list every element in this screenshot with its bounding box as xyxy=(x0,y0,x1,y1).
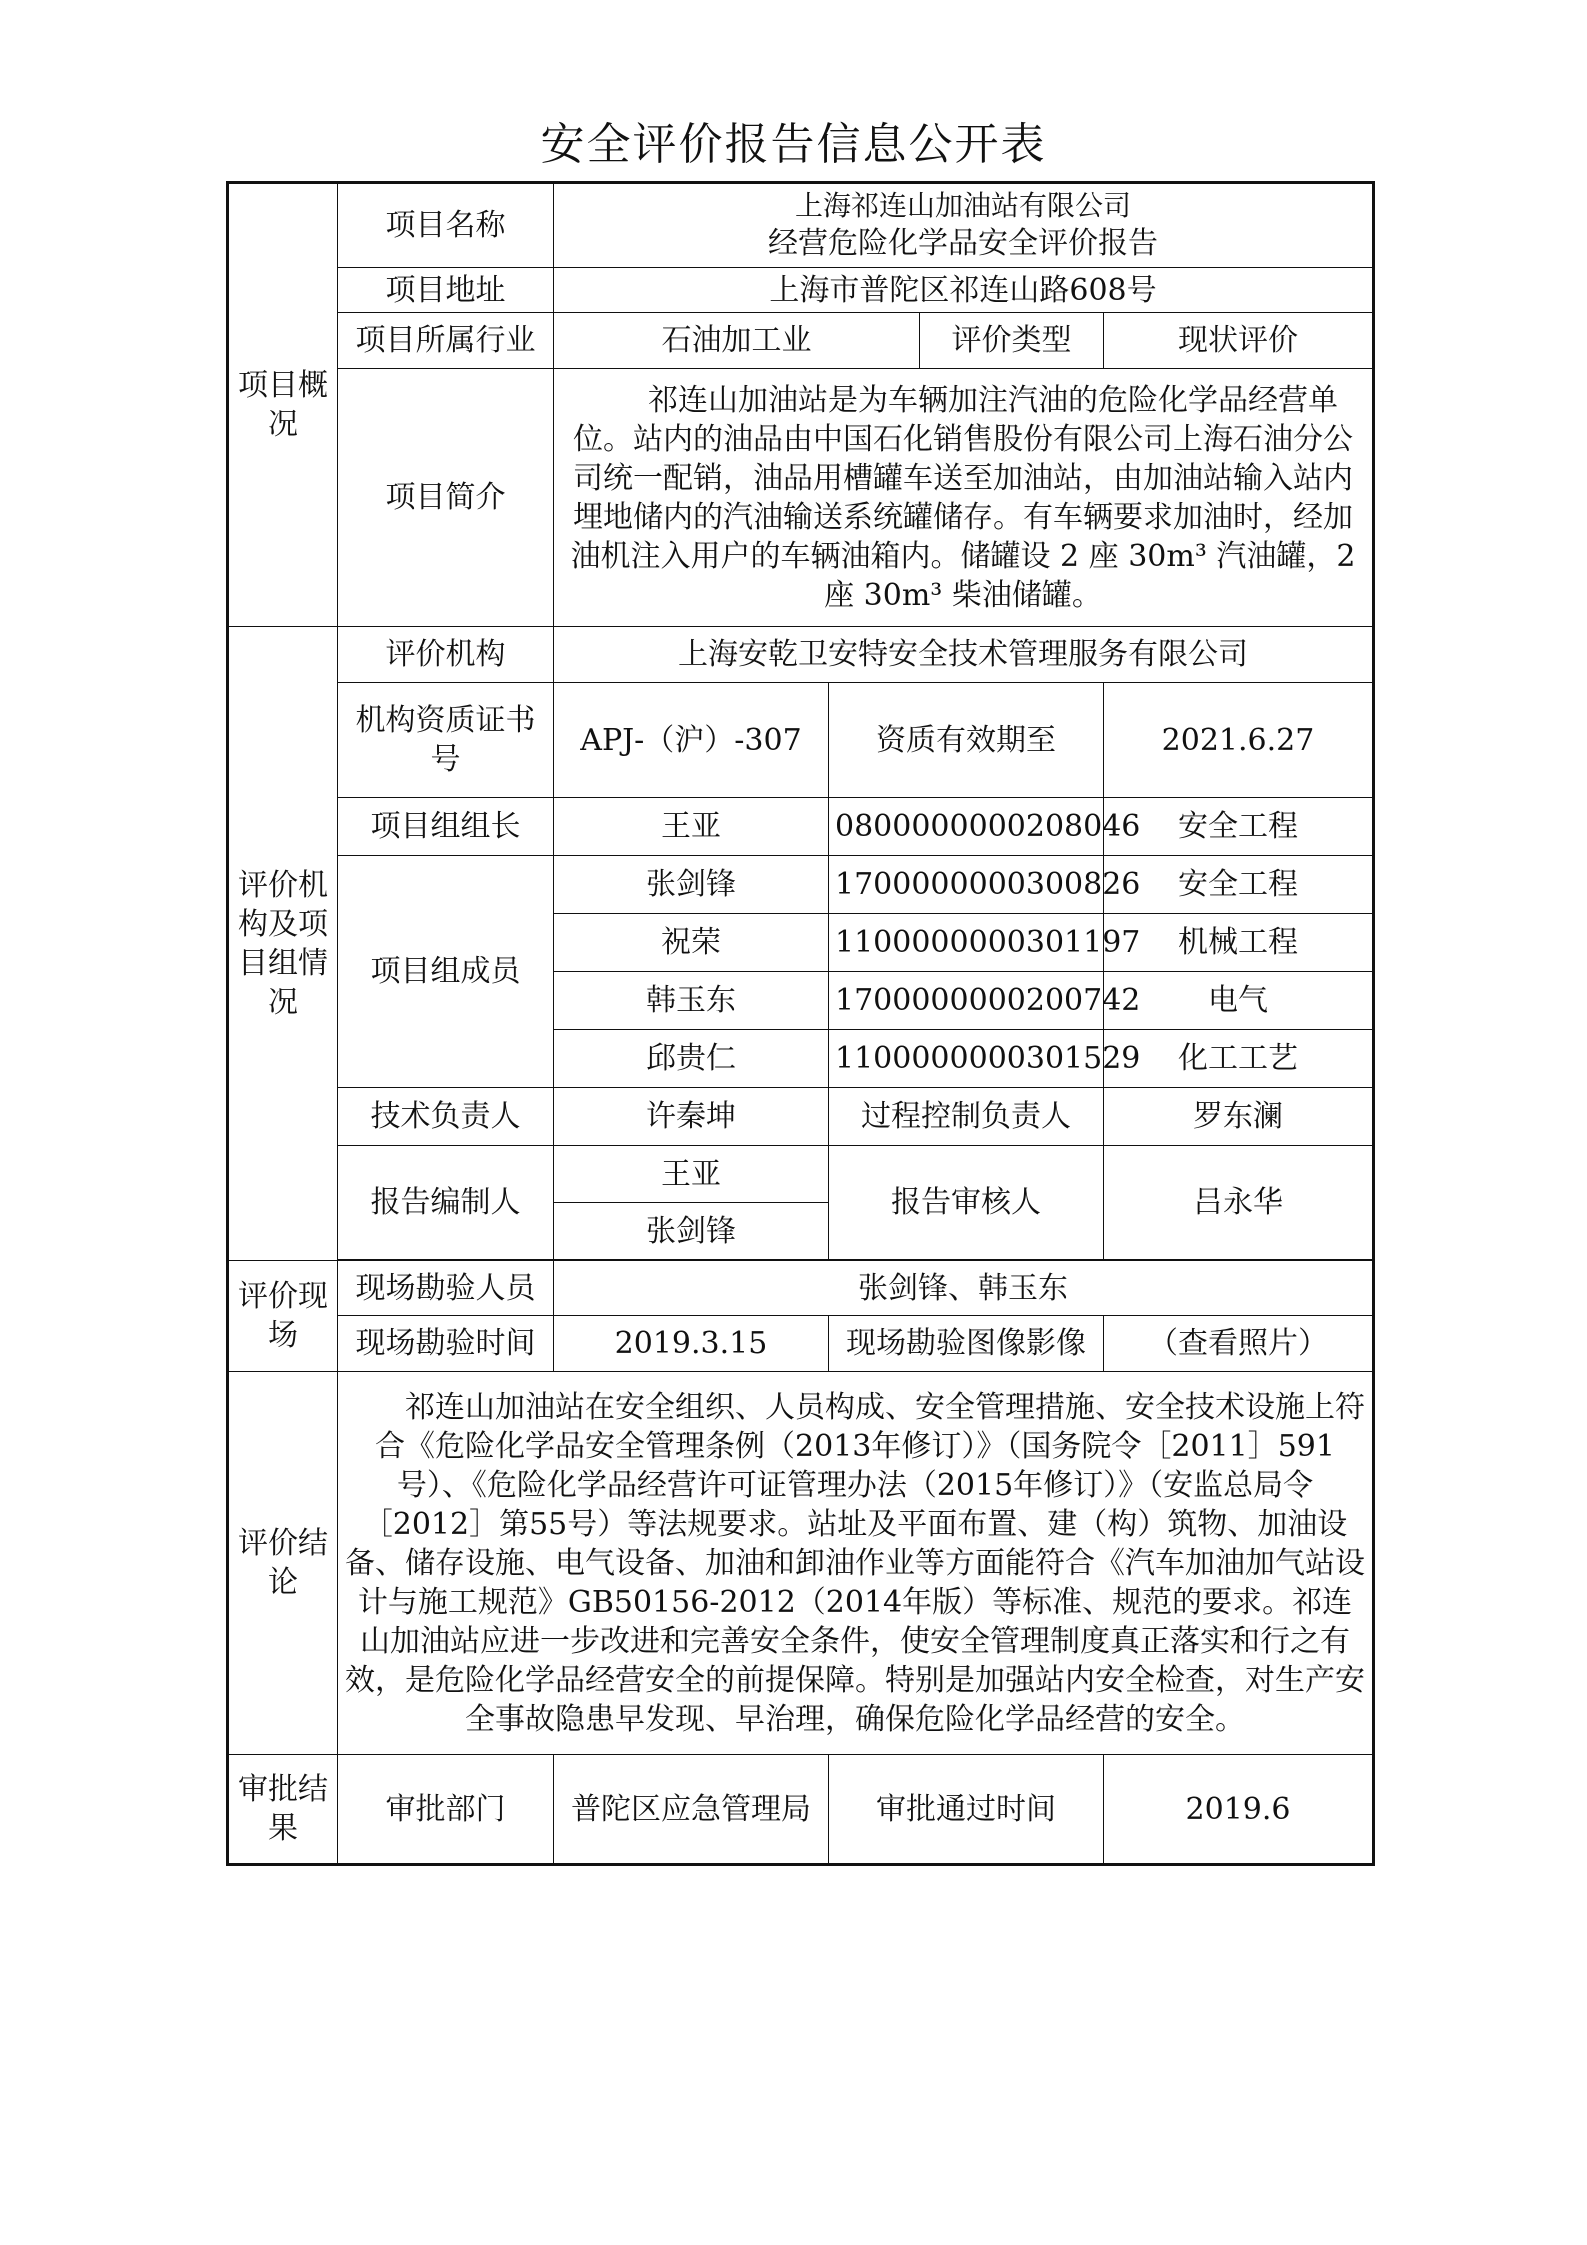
leader-label: 项目组组长 xyxy=(338,798,554,856)
member-cert-id: 1700000000200742 xyxy=(829,972,1104,1030)
project-address-value: 上海市普陀区祁连山路608号 xyxy=(554,268,1374,313)
cert-number: APJ-（沪）-307 xyxy=(554,683,829,798)
valid-until-label: 资质有效期至 xyxy=(829,683,1104,798)
project-address-label: 项目地址 xyxy=(338,268,554,313)
org-value: 上海安乾卫安特安全技术管理服务有限公司 xyxy=(554,627,1374,683)
member-name: 祝荣 xyxy=(554,914,829,972)
table-row xyxy=(228,856,1374,914)
members-label: 项目组成员 xyxy=(338,856,554,1088)
approval-time-label: 审批通过时间 xyxy=(829,1755,1104,1865)
approval-time-value: 2019.6 xyxy=(1104,1755,1374,1865)
member-cert-id: 1700000000300826 xyxy=(829,856,1104,914)
section-agency: 评价机构及项目组情况 xyxy=(228,627,338,1261)
member-field: 安全工程 xyxy=(1104,856,1374,914)
project-name-line2: 经营危险化学品安全评价报告 xyxy=(768,226,1158,262)
author-name: 张剑锋 xyxy=(554,1203,829,1260)
member-name: 张剑锋 xyxy=(554,856,829,914)
section-conclusion: 评价结论 xyxy=(228,1372,338,1755)
project-name-label: 项目名称 xyxy=(338,183,554,268)
tech-lead-name: 许秦坤 xyxy=(554,1088,829,1146)
site-staff-label: 现场勘验人员 xyxy=(338,1261,554,1316)
eval-type-value: 现状评价 xyxy=(1104,313,1374,369)
org-label: 评价机构 xyxy=(338,627,554,683)
author-name: 王亚 xyxy=(554,1146,829,1203)
author-label: 报告编制人 xyxy=(338,1146,554,1260)
intro-text: 祁连山加油站是为车辆加注汽油的危险化学品经营单位。站内的油品由中国石化销售股份有限公司上海石油分公司统一配销，油品用槽罐车送至加油站，由加油站输入站内埋地储内的汽油输送系统罐储存。有车辆要求加油时，经加油机注入用户的车辆油箱内。储罐设 2 座 30m³ 汽油罐，2 座 30m³ 柴油储罐。 xyxy=(554,369,1374,627)
reviewer-label: 报告审核人 xyxy=(829,1146,1104,1260)
project-name-value xyxy=(554,183,1374,268)
member-cert-id: 1100000000301529 xyxy=(829,1030,1104,1088)
tech-lead-label: 技术负责人 xyxy=(338,1088,554,1146)
section-site: 评价现场 xyxy=(228,1261,338,1372)
conclusion-text: 祁连山加油站在安全组织、人员构成、安全管理措施、安全技术设施上符合《危险化学品安全管理条例（2013年修订）》（国务院令［2011］591号）、《危险化学品经营许可证管理办法（2015年修订）》（安监总局令［2012］第55号）等法规要求。站址及平面布置、建（构）筑物、加油设备、储存设施、电气设备、加油和卸油作业等方面能符合《汽车加油加气站设计与施工规范》GB50156-2012（2014年版）等标准、规范的要求。祁连山加油站应进一步改进和完善安全条件，使安全管理制度真正落实和行之有效，是危险化学品经营安全的前提保障。特别是加强站内安全检查，对生产安全事故隐患早发现、早治理，确保危险化学品经营的安全。 xyxy=(338,1372,1374,1755)
member-name: 邱贵仁 xyxy=(554,1030,829,1088)
site-image-label: 现场勘验图像影像 xyxy=(829,1316,1104,1372)
section-approval: 审批结果 xyxy=(228,1755,338,1865)
site-time-label: 现场勘验时间 xyxy=(338,1316,554,1372)
process-control-label: 过程控制负责人 xyxy=(829,1088,1104,1146)
process-control-name: 罗东澜 xyxy=(1104,1088,1374,1146)
industry-label: 项目所属行业 xyxy=(338,313,554,369)
member-cert-id: 1100000000301197 xyxy=(829,914,1104,972)
reviewer-name: 吕永华 xyxy=(1104,1146,1374,1260)
approval-dept-value: 普陀区应急管理局 xyxy=(554,1755,829,1865)
approval-dept-label: 审批部门 xyxy=(338,1755,554,1865)
disclosure-table xyxy=(226,181,1375,1866)
section-overview: 项目概况 xyxy=(228,183,338,627)
page-title: 安全评价报告信息公开表 xyxy=(540,119,1047,170)
member-field: 化工工艺 xyxy=(1104,1030,1374,1088)
site-staff-value: 张剑锋、韩玉东 xyxy=(554,1261,1374,1316)
industry-value: 石油加工业 xyxy=(554,313,920,369)
leader-field: 安全工程 xyxy=(1104,798,1374,856)
site-time-value: 2019.3.15 xyxy=(554,1316,829,1372)
member-field: 机械工程 xyxy=(1104,914,1374,972)
eval-type-label: 评价类型 xyxy=(920,313,1104,369)
project-name-line1: 上海祁连山加油站有限公司 xyxy=(795,188,1132,222)
view-photos-link[interactable]: （查看照片） xyxy=(1104,1316,1374,1372)
valid-until-value: 2021.6.27 xyxy=(1104,683,1374,798)
leader-cert-id: 0800000000208046 xyxy=(829,798,1104,856)
member-field: 电气 xyxy=(1104,972,1374,1030)
leader-name: 王亚 xyxy=(554,798,829,856)
member-name: 韩玉东 xyxy=(554,972,829,1030)
cert-label: 机构资质证书号 xyxy=(338,683,554,798)
intro-label: 项目简介 xyxy=(338,369,554,627)
